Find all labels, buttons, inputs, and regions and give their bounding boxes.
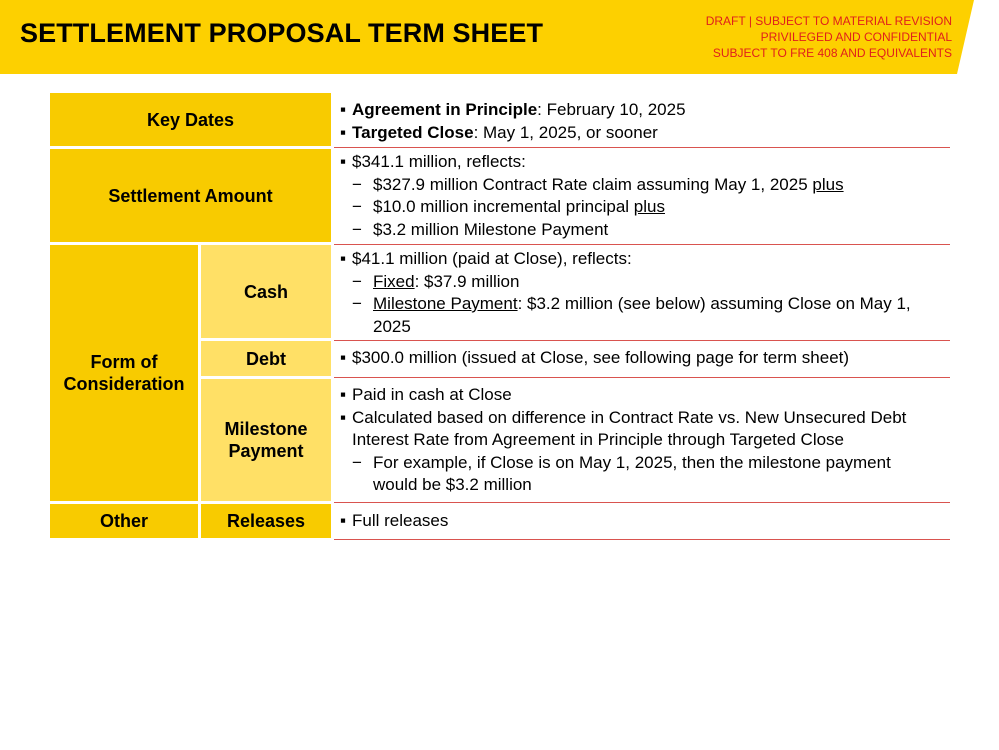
other-label: Other: [50, 504, 198, 538]
list-subitem: − $10.0 million incremental principal plus: [352, 197, 665, 216]
list-item: ▪ Calculated based on difference in Contract Rate vs. New Unsecured Debt Interest Rate from Agreement in Principle through Targeted Close: [340, 407, 907, 449]
debt-content: [334, 341, 950, 378]
notice-line: PRIVILEGED AND CONFIDENTIAL: [760, 30, 952, 44]
list-subitem: − For example, if Close is on May 1, 2025, then the milestone payment would be $3.2 million: [352, 452, 891, 494]
notice-line: DRAFT | SUBJECT TO MATERIAL REVISION: [705, 14, 952, 28]
notice-line: SUBJECT TO FRE 408 AND EQUIVALENTS: [712, 46, 952, 60]
milestone-payment-content: [334, 378, 950, 503]
releases-label: Releases: [201, 504, 331, 538]
key-dates-label: Key Dates: [50, 93, 331, 146]
cash-label: Cash: [201, 245, 331, 338]
term-sheet-table: [50, 93, 950, 540]
list-item: ▪ $41.1 million (paid at Close), reflects:: [340, 249, 632, 268]
list-item: ▪ Paid in cash at Close: [340, 385, 512, 404]
releases-content: [334, 503, 950, 540]
list-subitem: − $3.2 million Milestone Payment: [352, 219, 609, 239]
list-item: ▪ $341.1 million, reflects:: [340, 152, 526, 171]
list-subitem: − Fixed: $37.9 million: [352, 271, 520, 291]
debt-label: Debt: [201, 341, 331, 376]
list-item: ▪ $300.0 million (issued at Close, see following page for term sheet): [340, 348, 850, 367]
settlement-amount-content: [334, 148, 950, 245]
list-subitem: − Milestone Payment: $3.2 million (see below) assuming Close on May 1, 2025: [352, 294, 911, 336]
list-item: ▪ Targeted Close: May 1, 2025, or sooner: [340, 122, 658, 142]
settlement-amount-label: Settlement Amount: [50, 149, 331, 242]
milestone-payment-label: Milestone Payment: [201, 379, 331, 501]
cash-content: [334, 245, 950, 341]
form-of-consideration-label: Form of Consideration: [50, 245, 198, 501]
confidentiality-notice: [706, 13, 952, 61]
page-title: SETTLEMENT PROPOSAL TERM SHEET: [20, 18, 544, 48]
header-banner: [0, 0, 999, 74]
key-dates-content: [334, 93, 950, 148]
list-item: ▪ Agreement in Principle: February 10, 2025: [340, 100, 686, 119]
list-item: ▪ Full releases: [340, 511, 449, 530]
list-subitem: − $327.9 million Contract Rate claim assuming May 1, 2025 plus: [352, 174, 844, 194]
